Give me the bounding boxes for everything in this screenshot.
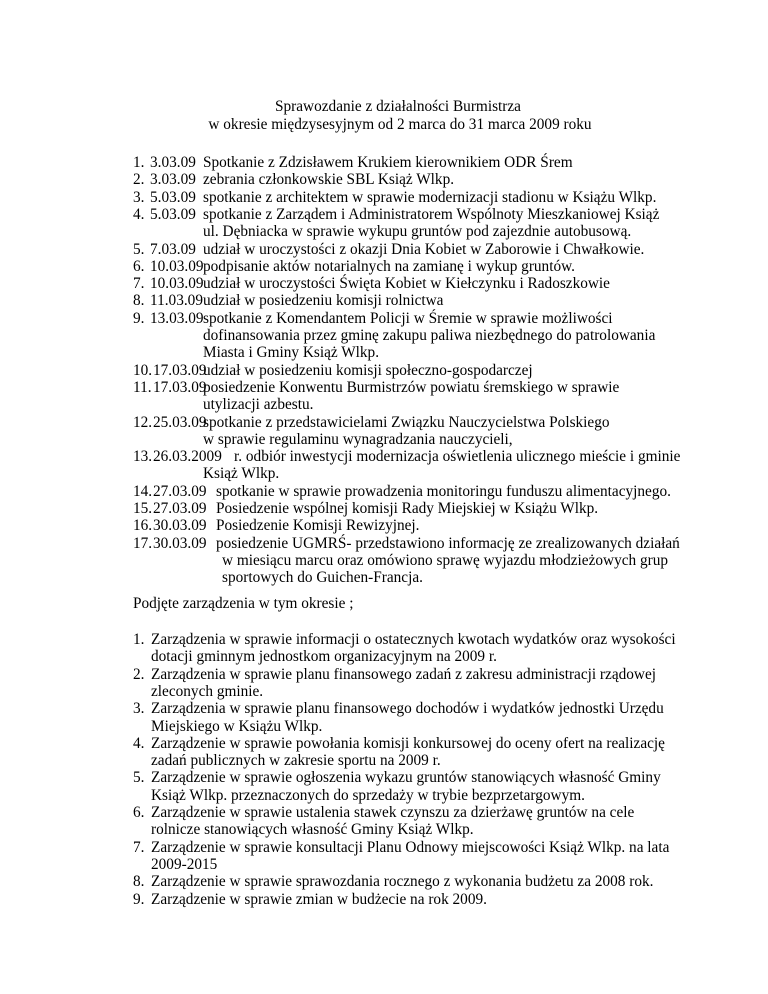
activity-text-line: w sprawie regulaminu wynagradzania nauczycieli,	[203, 430, 513, 448]
activity-date: 30.03.09	[153, 534, 207, 552]
activity-text-line: Książ Wlkp.	[203, 465, 280, 483]
order-text-line: Zarządzenie w sprawie konsultacji Planu Odnowy miejscowości Książ Wlkp. na lata	[151, 838, 670, 856]
order-text-line: dotacji gminnym jednostkom organizacyjnym na 2009 r.	[151, 648, 497, 666]
activity-date: 7.03.09	[150, 240, 196, 258]
activity-number: 2.	[133, 171, 145, 189]
order-text-line: Zarządzenia w sprawie planu finansowego zadań z zakresu administracji rządowej	[151, 665, 656, 683]
activity-text-line: zebrania członkowskie SBL Książ Wlkp.	[203, 171, 455, 189]
activity-text-line: posiedzenie UGMRŚ- przedstawiono informację ze zrealizowanych działań	[216, 534, 680, 552]
activity-date: 27.03.09	[153, 482, 207, 500]
activity-date: 3.03.09	[150, 154, 196, 171]
order-text-line: Miejskiego w Książu Wlkp.	[151, 717, 323, 735]
activity-text-line: r. odbiór inwestycji modernizacja oświetlenia ulicznego mieście i gminie	[234, 448, 681, 466]
order-number: 8.	[133, 873, 145, 891]
activity-text-line: Posiedzenie wspólnej komisji Rady Miejskiej w Książu Wlkp.	[216, 500, 599, 517]
activity-text-line: podpisanie aktów notarialnych na zamianę i wykup gruntów.	[203, 257, 575, 275]
activity-number: 1.	[133, 154, 145, 171]
activity-date: 3.03.09	[150, 171, 196, 189]
activity-text-line: w miesiącu marcu oraz omówiono sprawę wyjazdu młodzieżowych grup	[222, 551, 669, 569]
activity-number: 13.	[133, 448, 153, 466]
activity-text-line: Spotkanie z Zdzisławem Krukiem kierownikiem ODR Śrem	[203, 154, 573, 171]
order-number: 3.	[133, 700, 145, 718]
activity-date: 26.03.2009	[153, 448, 222, 466]
order-number: 9.	[133, 890, 145, 908]
activity-number: 3.	[133, 188, 145, 206]
activity-text-line: Posiedzenie Komisji Rewizyjnej.	[216, 517, 420, 535]
activity-number: 5.	[133, 240, 145, 258]
order-text-line: Zarządzenia w sprawie informacji o ostatecznych kwotach wydatków oraz wysokości	[151, 631, 676, 648]
activity-number: 16.	[133, 517, 153, 535]
activity-number: 7.	[133, 275, 145, 293]
activity-text-line: spotkanie w sprawie prowadzenia monitoringu funduszu alimentacyjnego.	[216, 482, 671, 500]
activity-number: 6.	[133, 257, 145, 275]
activity-number: 11.	[133, 378, 152, 396]
order-text-line: Zarządzenie w sprawie zmian w budżecie na rok 2009.	[151, 890, 487, 908]
order-text-line: 2009-2015	[151, 855, 218, 873]
activity-date: 10.03.09	[150, 275, 204, 293]
document-title: Sprawozdanie z działalności Burmistrza	[275, 98, 521, 115]
activity-text-line: udział w posiedzeniu komisji rolnictwa	[203, 292, 444, 310]
activity-date: 27.03.09	[153, 500, 207, 517]
activity-date: 17.03.09	[153, 378, 207, 396]
activity-date: 25.03.09	[153, 413, 207, 431]
activity-date: 17.03.09	[153, 361, 207, 379]
activity-date: 5.03.09	[150, 205, 196, 223]
order-text-line: zleconych gminie.	[151, 682, 264, 700]
activity-text-line: udział w uroczystości z okazji Dnia Kobiet w Zaborowie i Chwałkowie.	[203, 240, 645, 258]
order-number: 5.	[133, 769, 145, 787]
order-text-line: Zarządzenie w sprawie ustalenia stawek czynszu za dzierżawę gruntów na cele	[151, 804, 635, 821]
activity-number: 12.	[133, 413, 153, 431]
orders-heading: Podjęte zarządzenia w tym okresie ;	[133, 595, 354, 612]
activity-number: 14.	[133, 482, 153, 500]
document-subtitle: w okresie międzysesyjnym od 2 marca do 31 marca 2009 roku	[208, 116, 592, 133]
activity-text-line: spotkanie z Komendantem Policji w Śremie w sprawie możliwości	[203, 309, 613, 327]
order-text-line: Zarządzenie w sprawie sprawozdania rocznego z wykonania budżetu za 2008 rok.	[151, 873, 654, 891]
activity-date: 10.03.09	[150, 257, 204, 275]
activity-number: 8.	[133, 292, 145, 310]
activity-number: 4.	[133, 205, 145, 223]
order-text-line: zadań publicznych w zakresie sportu na 2009 r.	[151, 752, 441, 770]
order-number: 6.	[133, 804, 145, 821]
activity-text-line: udział w posiedzeniu komisji społeczno-gospodarczej	[203, 361, 533, 379]
activity-text-line: udział w uroczystości Święta Kobiet w Kiełczynku i Radoszkowie	[203, 275, 610, 293]
activity-date: 13.03.09	[150, 309, 204, 327]
order-number: 7.	[133, 838, 145, 856]
activity-text-line: utylizacji azbestu.	[203, 396, 314, 414]
order-text-line: Zarządzenie w sprawie ogłoszenia wykazu gruntów stanowiących własność Gminy	[151, 769, 661, 787]
activity-text-line: spotkanie z Zarządem i Administratorem Wspólnoty Mieszkaniowej Książ	[203, 205, 660, 223]
order-number: 2.	[133, 665, 145, 683]
order-text-line: Zarządzenia w sprawie planu finansowego dochodów i wydatków jednostki Urzędu	[151, 700, 664, 718]
activity-number: 9.	[133, 309, 145, 327]
activity-text-line: Miasta i Gminy Książ Wlkp.	[203, 344, 380, 362]
order-text-line: Książ Wlkp. przeznaczonych do sprzedaży w trybie bezprzetargowym.	[151, 786, 585, 804]
activity-text-line: dofinansowania przez gminę zakupu paliwa niezbędnego do patrolowania	[203, 327, 656, 344]
activity-text-line: ul. Dębniacka w sprawie wykupu gruntów pod zajezdnie autobusową.	[203, 223, 632, 241]
order-text-line: Zarządzenie w sprawie powołania komisji konkursowej do oceny ofert na realizację	[151, 734, 665, 752]
order-number: 4.	[133, 734, 145, 752]
activity-text-line: posiedzenie Konwentu Burmistrzów powiatu śremskiego w sprawie	[203, 378, 620, 396]
activity-text-line: spotkanie z przedstawicielami Związku Nauczycielstwa Polskiego	[203, 413, 610, 431]
activity-date: 5.03.09	[150, 188, 196, 206]
activity-text-line: spotkanie z architektem w sprawie modernizacji stadionu w Książu Wlkp.	[203, 188, 657, 206]
order-number: 1.	[133, 631, 145, 648]
order-text-line: rolnicze stanowiących własność Gminy Książ Wlkp.	[151, 821, 474, 839]
activity-text-line: sportowych do Guichen-Francja.	[222, 569, 423, 587]
activity-number: 10.	[133, 361, 153, 379]
activity-date: 30.03.09	[153, 517, 207, 535]
activity-number: 17.	[133, 534, 153, 552]
activity-number: 15.	[133, 500, 153, 517]
activity-date: 11.03.09	[150, 292, 203, 310]
